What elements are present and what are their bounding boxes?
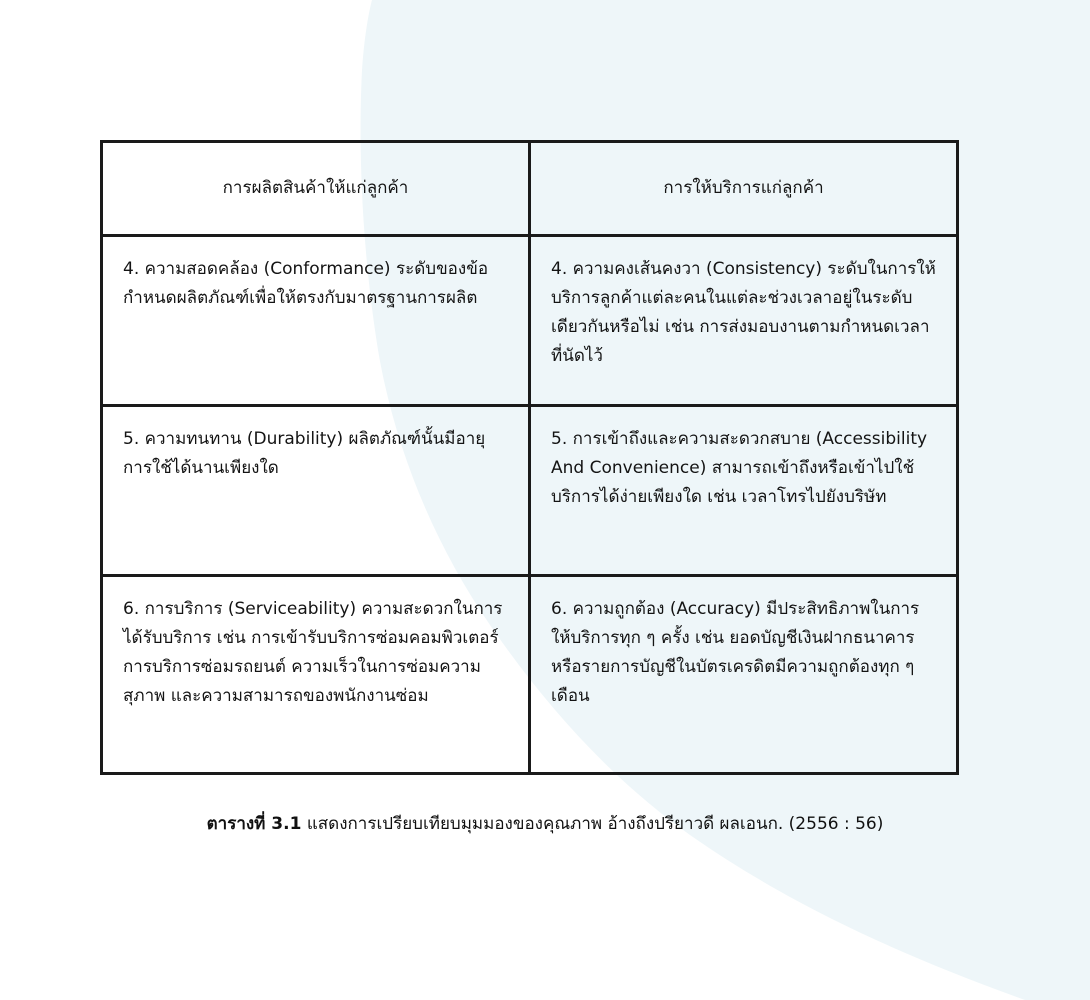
cell-goods-conformance: 4. ความสอดคล้อง (Conformance) ระดับของข้อกำหนดผลิตภัณฑ์เพื่อให้ตรงกับมาตรฐานการผลิต <box>102 236 530 406</box>
table-row <box>102 406 958 576</box>
cell-service-accuracy: 6. ความถูกต้อง (Accuracy) มีประสิทธิภาพในการให้บริการทุก ๆ ครั้ง เช่น ยอดบัญชีเงินฝากธนาคาร หรือรายการบัญชีในบัตรเครดิตมีความถูกต้องทุก ๆ เดือน <box>530 576 958 774</box>
header-service: การให้บริการแก่ลูกค้า <box>530 142 958 236</box>
table-caption <box>0 810 1090 837</box>
caption-text: แสดงการเปรียบเทียบมุมมองของคุณภาพ อ้างถึงปรียาวดี ผลเอนก. (2556 : 56) <box>301 814 884 834</box>
cell-service-accessibility: 5. การเข้าถึงและความสะดวกสบาย (Accessibility And Convenience) สามารถเข้าถึงหรือเข้าไปใช้บริการได้ง่ายเพียงใด เช่น เวลาโทรไปยังบริษัท <box>530 406 958 576</box>
table-row <box>102 236 958 406</box>
cell-service-consistency: 4. ความคงเส้นคงวา (Consistency) ระดับในการให้บริการลูกค้าแต่ละคนในแต่ละช่วงเวลาอยู่ในระดับเดียวกันหรือไม่ เช่น การส่งมอบงานตามกำหนดเวลาที่นัดไว้ <box>530 236 958 406</box>
caption-label: ตารางที่ 3.1 <box>206 814 302 834</box>
table-row <box>102 576 958 774</box>
table-header-row <box>102 142 958 236</box>
cell-goods-serviceability: 6. การบริการ (Serviceability) ความสะดวกในการได้รับบริการ เช่น การเข้ารับบริการซ่อมคอมพิวเตอร์ การบริการซ่อมรถยนต์ ความเร็วในการซ่อมความสุภาพ และความสามารถของพนักงานซ่อม <box>102 576 530 774</box>
quality-comparison-table <box>100 140 959 775</box>
cell-goods-durability: 5. ความทนทาน (Durability) ผลิตภัณฑ์นั้นมีอายุการใช้ได้นานเพียงใด <box>102 406 530 576</box>
comparison-table-container <box>100 140 959 775</box>
header-goods: การผลิตสินค้าให้แก่ลูกค้า <box>102 142 530 236</box>
